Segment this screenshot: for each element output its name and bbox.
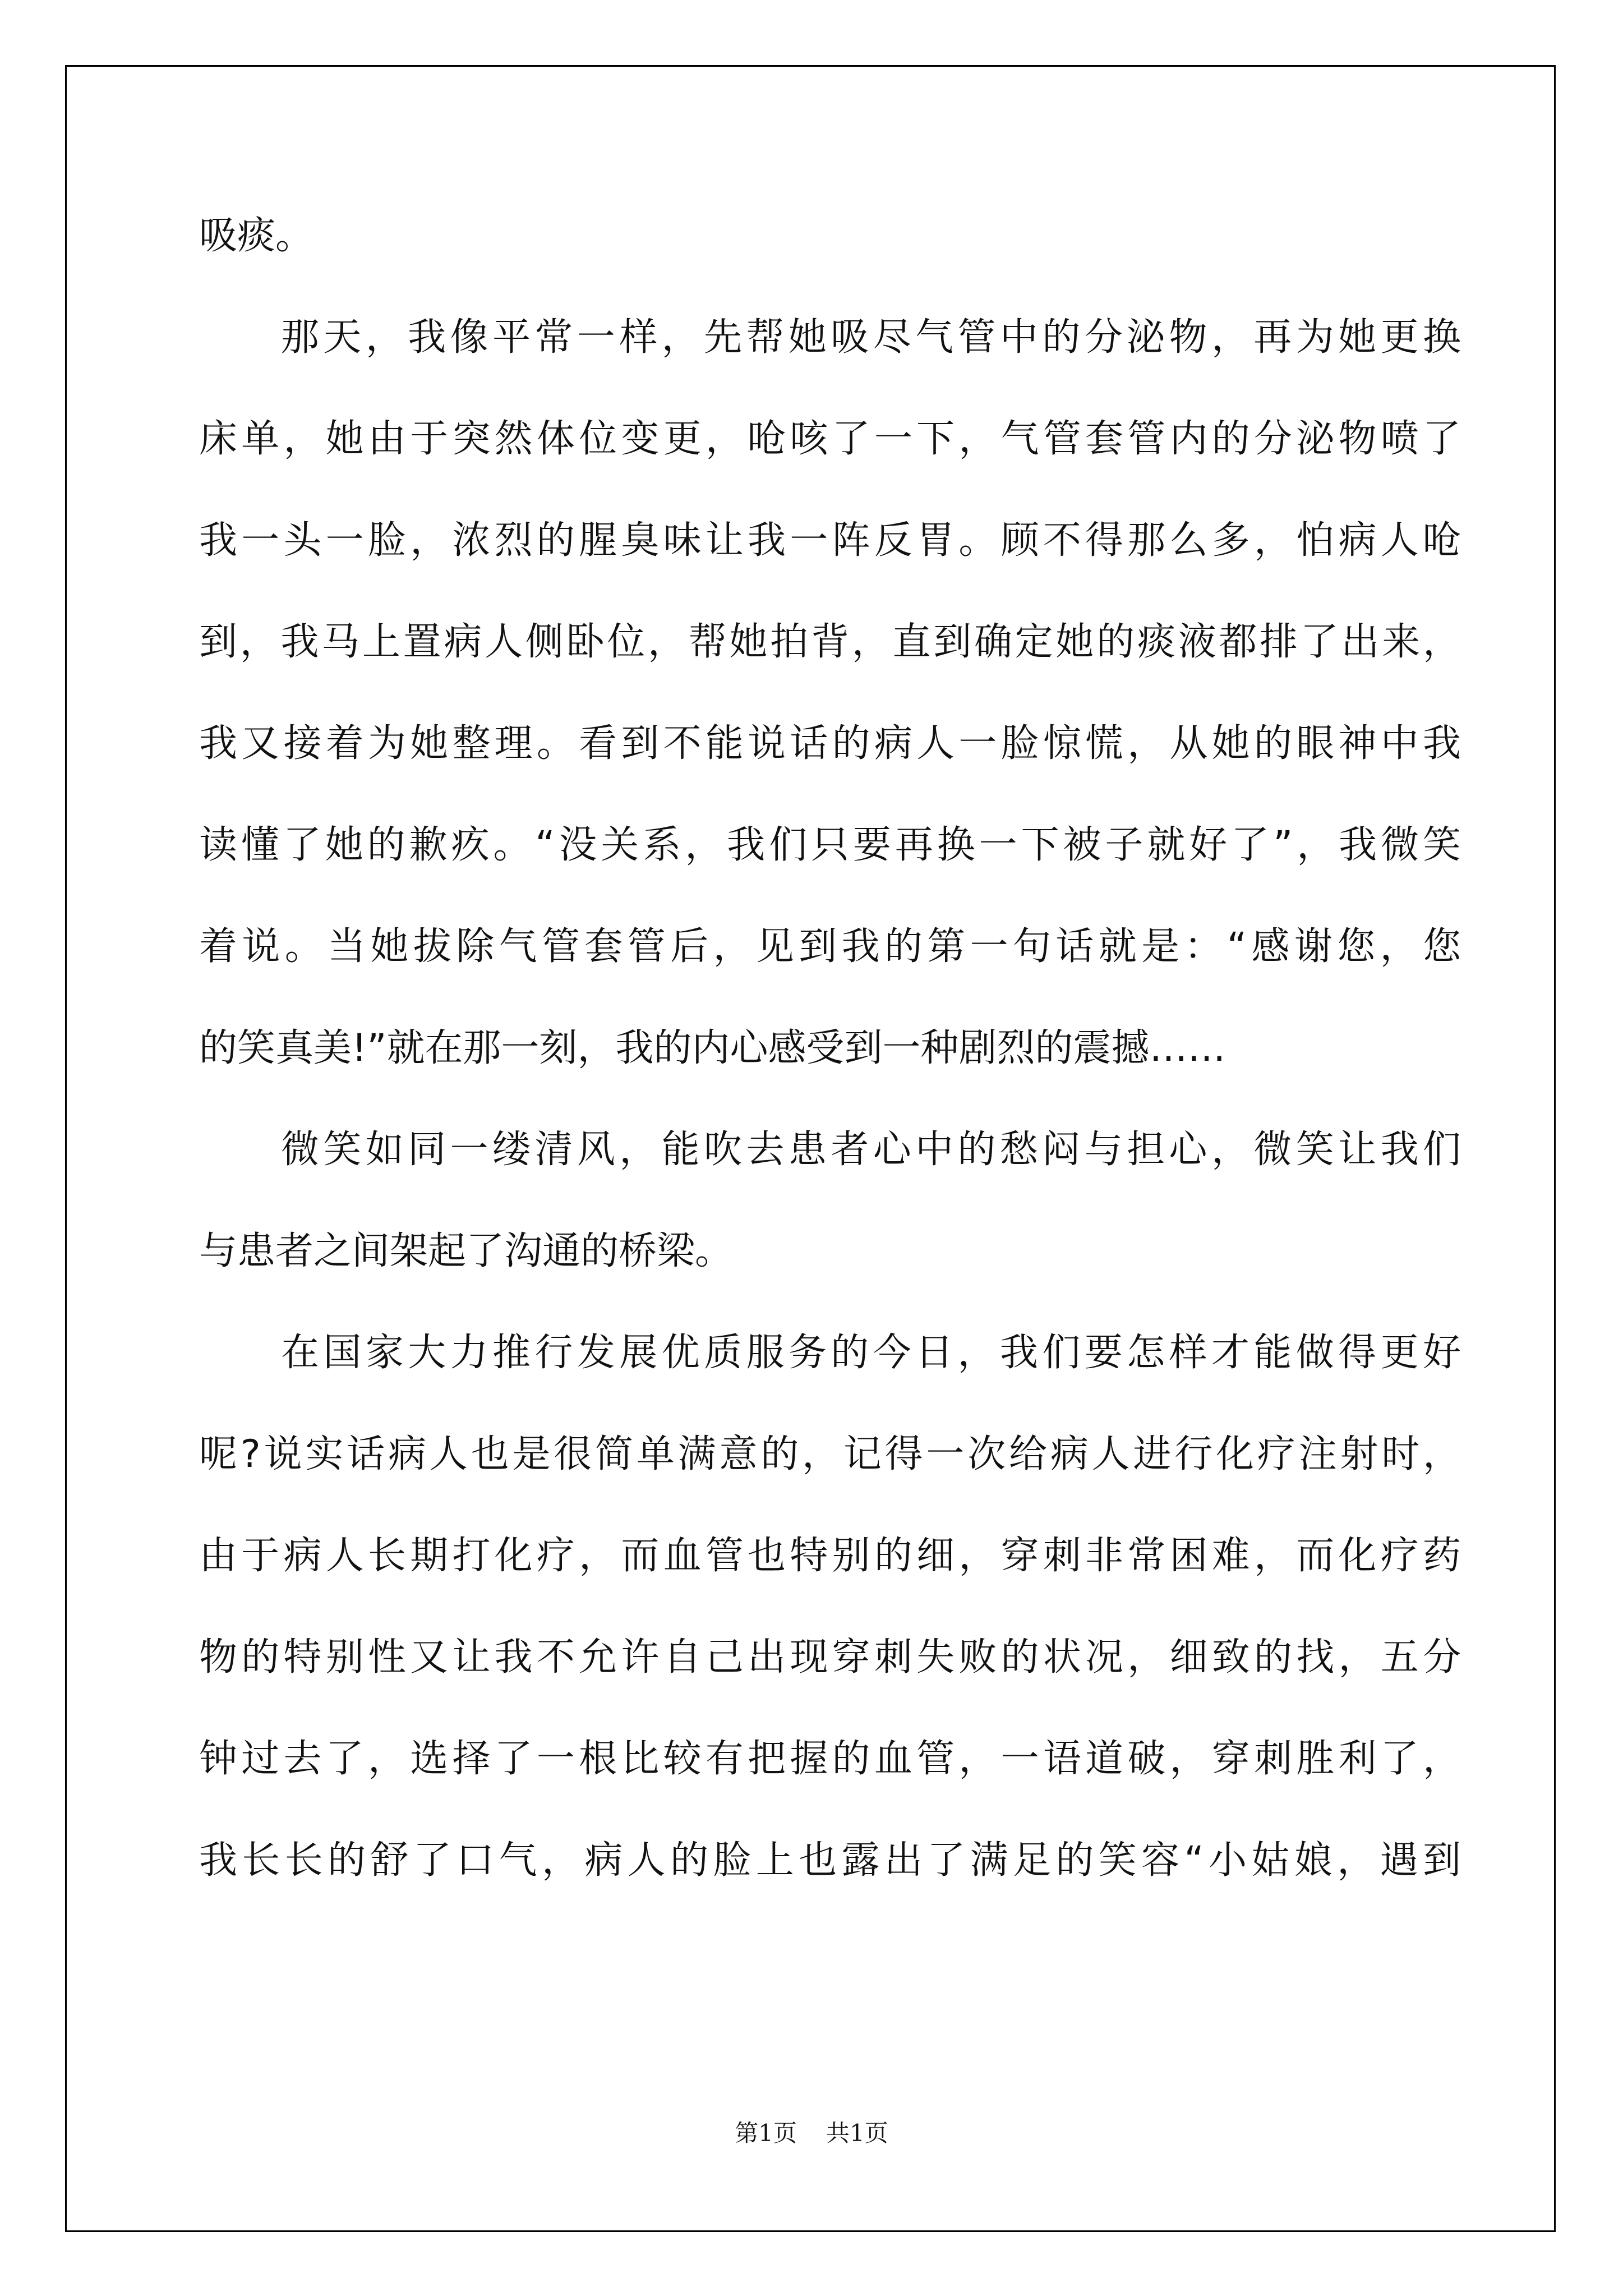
text-line: 微笑如同一缕清风，能吹去患者心中的愁闷与担心，微笑让我们	[281, 1128, 1461, 1172]
document-body	[199, 185, 1461, 1911]
text-line: 吸痰。	[199, 214, 314, 258]
page-number: 第1页	[735, 2119, 797, 2147]
text-line: 由于病人长期打化疗，而血管也特别的细，穿刺非常困难，而化疗药	[199, 1534, 1461, 1578]
paragraph	[199, 185, 1461, 287]
text-line: 我长长的舒了口气，病人的脸上也露出了满足的笑容“小姑娘，遇到	[199, 1838, 1461, 1883]
text-line: 我又接着为她整理。看到不能说话的病人一脸惊慌，从她的眼神中我	[199, 721, 1461, 766]
text-line: 我一头一脸，浓烈的腥臭味让我一阵反胃。顾不得那么多，怕病人呛	[199, 518, 1461, 563]
page-total: 共1页	[826, 2119, 888, 2147]
text-line: 着说。当她拔除气管套管后，见到我的第一句话就是：“感谢您，您	[199, 924, 1461, 969]
text-line: 与患者之间架起了沟通的桥梁。	[199, 1229, 734, 1273]
paragraph	[199, 1302, 1461, 1911]
paragraph	[199, 287, 1461, 1099]
text-line: 呢?说实话病人也是很简单满意的，记得一次给病人进行化疗注射时，	[199, 1432, 1461, 1476]
text-line: 的笑真美!”就在那一刻，我的内心感受到一种剧烈的震撼……	[199, 1026, 1226, 1070]
text-line: 读懂了她的歉疚。“没关系，我们只要再换一下被子就好了”，我微笑	[199, 823, 1461, 867]
text-line: 到，我马上置病人侧卧位，帮她拍背，直到确定她的痰液都排了出来，	[199, 620, 1461, 664]
text-line: 那天，我像平常一样，先帮她吸尽气管中的分泌物，再为她更换	[281, 315, 1461, 360]
text-line: 钟过去了，选择了一根比较有把握的血管，一语道破，穿刺胜利了，	[199, 1737, 1461, 1781]
text-line: 物的特别性又让我不允许自己出现穿刺失败的状况，细致的找，五分	[199, 1635, 1461, 1680]
paragraph	[199, 1099, 1461, 1302]
page-footer	[0, 2115, 1623, 2148]
text-line: 在国家大力推行发展优质服务的今日，我们要怎样才能做得更好	[281, 1331, 1461, 1375]
text-line: 床单，她由于突然体位变更，呛咳了一下，气管套管内的分泌物喷了	[199, 417, 1461, 461]
